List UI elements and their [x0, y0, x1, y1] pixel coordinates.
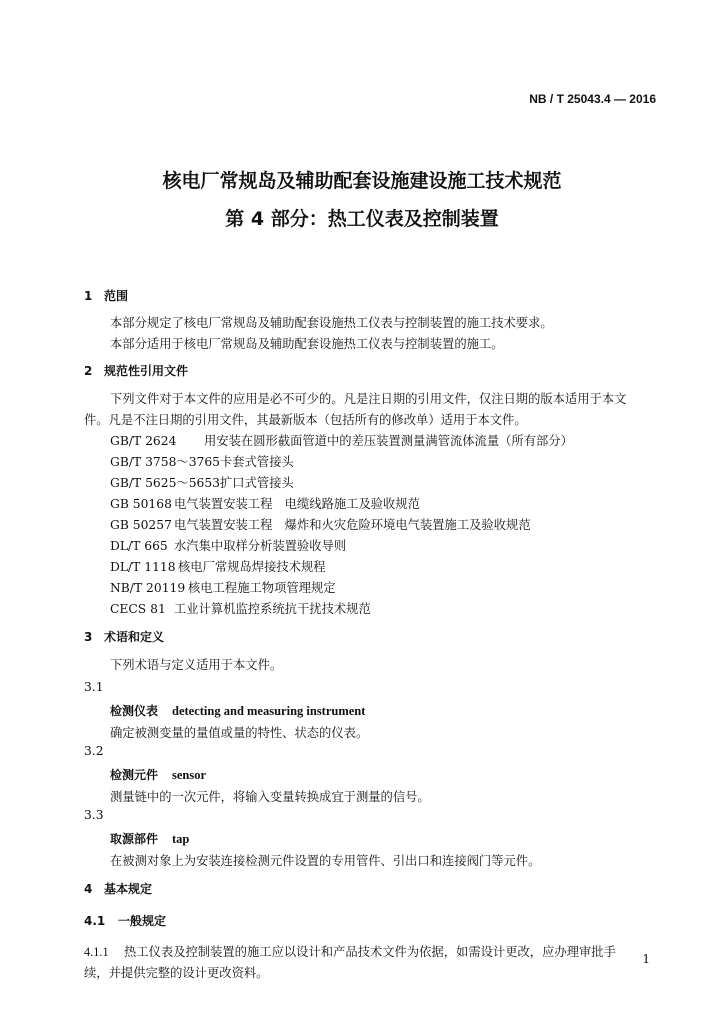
- reference-code: GB/T 2624: [110, 434, 177, 448]
- term-number: 3.2: [84, 744, 104, 758]
- reference-item: [110, 494, 420, 512]
- reference-title: 扩口式管接头: [220, 476, 294, 490]
- reference-item: [110, 578, 336, 596]
- section-3-heading: 3 术语和定义: [84, 630, 165, 644]
- section-4-heading: 4 基本规定: [84, 882, 153, 896]
- reference-title: 电气装置安装工程 爆炸和火灾危险环境电气装置施工及验收规范: [174, 518, 531, 532]
- reference-code: GB 50257: [110, 518, 172, 532]
- term-definition: 在被测对象上为安装连接检测元件设置的专用管件、引出口和连接阀门等元件。: [110, 854, 541, 868]
- reference-title: 水汽集中取样分析装置验收导则: [174, 539, 347, 553]
- reference-item: [110, 431, 573, 449]
- section-1-heading: 1 范围: [84, 289, 129, 303]
- reference-item: [110, 536, 346, 554]
- document-title-line2: 第 4 部分：热工仪表及控制装置: [225, 208, 499, 230]
- reference-item: [110, 557, 326, 575]
- reference-item: [110, 473, 294, 491]
- reference-title: 卡套式管接头: [220, 455, 294, 469]
- reference-title: 核电厂常规岛焊接技术规程: [178, 560, 326, 574]
- document-title-line1: 核电厂常规岛及辅助配套设施建设施工技术规范: [162, 170, 562, 192]
- page-number: 1: [642, 952, 650, 966]
- reference-code: DL/T 665: [110, 539, 168, 553]
- term-heading: 取源部件 tap: [110, 832, 190, 846]
- reference-item: [110, 452, 294, 470]
- reference-code: NB/T 20119: [110, 581, 186, 595]
- reference-code: GB/T 5625～5653: [110, 476, 220, 490]
- reference-code: GB/T 3758～3765: [110, 455, 220, 469]
- section-1-paragraph: 本部分适用于核电厂常规岛及辅助配套设施热工仪表与控制装置的施工。: [110, 337, 504, 351]
- reference-code: CECS 81: [110, 602, 166, 616]
- reference-item: [110, 515, 531, 533]
- reference-title: 电气装置安装工程 电缆线路施工及验收规范: [174, 497, 420, 511]
- term-number: 3.3: [84, 808, 104, 822]
- section-2-heading: 2 规范性引用文件: [84, 364, 189, 378]
- reference-item: [110, 599, 371, 617]
- reference-title: 工业计算机监控系统抗干扰技术规范: [174, 602, 371, 616]
- clause-4-1-1: 4.1.1 热工仪表及控制装置的施工应以设计和产品技术文件为依据，如需设计更改，应办理审批手: [84, 945, 616, 959]
- section-2-intro: 件。凡是不注日期的引用文件，其最新版本（包括所有的修改单）适用于本文件。: [84, 413, 527, 427]
- reference-title: 用安装在圆形截面管道中的差压装置测量满管流体流量（所有部分）: [204, 434, 573, 448]
- term-heading: 检测仪表 detecting and measuring instrument: [110, 704, 366, 718]
- section-3-intro: 下列术语与定义适用于本文件。: [110, 658, 283, 672]
- section-2-intro: 下列文件对于本文件的应用是必不可少的。凡是注日期的引用文件，仅注日期的版本适用于本文: [110, 392, 627, 406]
- standard-code-header: NB / T 25043.4 — 2016: [529, 92, 656, 106]
- term-definition: 确定被测变量的量值或量的特性、状态的仪表。: [110, 726, 369, 740]
- reference-code: DL/T 1118: [110, 560, 176, 574]
- term-number: 3.1: [84, 680, 104, 694]
- section-1-paragraph: 本部分规定了核电厂常规岛及辅助配套设施热工仪表与控制装置的施工技术要求。: [110, 316, 553, 330]
- reference-title: 核电工程施工物项管理规定: [188, 581, 336, 595]
- clause-4-1-1-continued: 续，并提供完整的设计更改资料。: [84, 966, 269, 980]
- term-definition: 测量链中的一次元件，将输入变量转换成宜于测量的信号。: [110, 790, 430, 804]
- term-heading: 检测元件 sensor: [110, 768, 207, 782]
- subsection-4-1-heading: 4.1 一般规定: [84, 914, 167, 928]
- reference-code: GB 50168: [110, 497, 172, 511]
